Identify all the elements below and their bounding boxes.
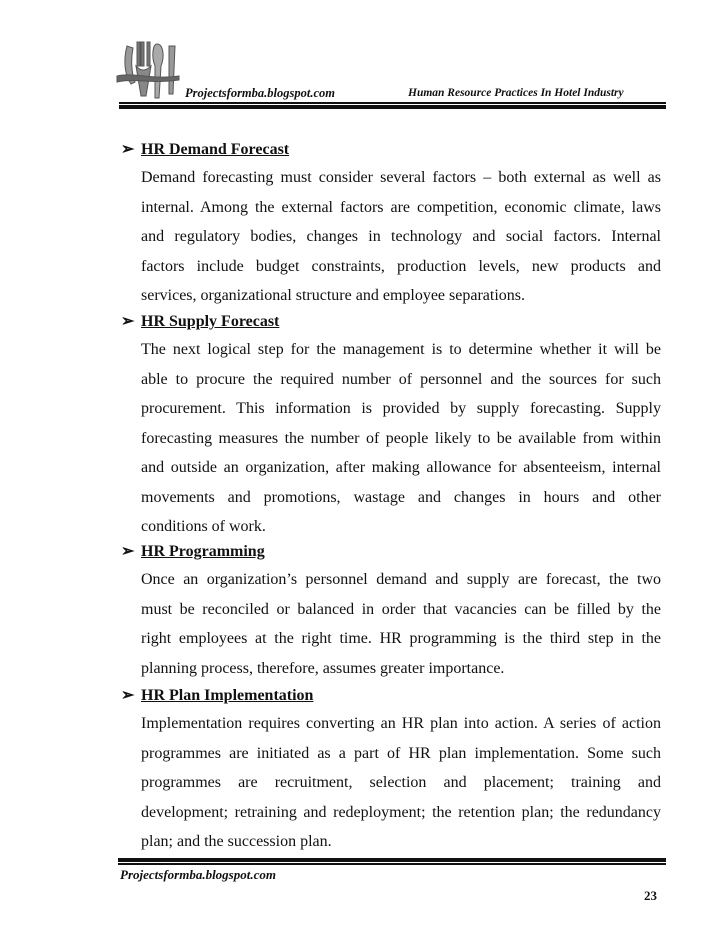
section-heading <box>121 543 265 561</box>
section-heading <box>121 141 289 159</box>
section-title: HR Plan Implementation <box>141 687 314 704</box>
section-title: HR Demand Forecast <box>141 141 290 158</box>
section-title: HR Programming <box>141 543 265 560</box>
section-paragraph <box>141 565 661 683</box>
text-line: able to procure the required number of personnel and the sources for such <box>141 370 661 388</box>
section-paragraph <box>141 709 661 857</box>
text-line: right employees at the right time. HR programming is the third step in the <box>141 630 661 647</box>
text-line: programmes are initiated as a part of HR plan implementation. Some such <box>141 744 661 762</box>
section-paragraph <box>141 335 661 542</box>
text-line: development; retraining and redeployment; the retention plan; the redundancy <box>141 803 661 821</box>
header-title: Human Resource Practices In Hotel Industry <box>408 87 624 99</box>
text-line: procurement. This information is provided by supply forecasting. Supply <box>141 400 661 417</box>
text-line: factors include budget constraints, production levels, new products and <box>141 257 661 275</box>
text-line: plan; and the succession plan. <box>141 833 332 850</box>
header-site: Projectsformba.blogspot.com <box>185 86 335 100</box>
text-line: programmes are recruitment, selection and placement; training and <box>141 774 661 791</box>
text-line: forecasting measures the number of people likely to be available from within <box>141 429 661 447</box>
section-paragraph <box>141 163 661 311</box>
text-line: conditions of work. <box>141 518 266 535</box>
section-title: HR Supply Forecast <box>141 313 280 330</box>
header-divider-thick <box>119 105 666 109</box>
footer-divider-thick <box>118 858 666 862</box>
cutlery-logo-icon <box>113 36 193 104</box>
text-line: planning process, therefore, assumes greater importance. <box>141 659 505 677</box>
section-heading <box>121 313 279 331</box>
arrow-bullet-icon: ➢ <box>121 687 135 704</box>
footer-site: Projectsformba.blogspot.com <box>120 867 276 882</box>
header-divider <box>119 102 666 104</box>
footer-divider <box>118 863 666 865</box>
text-line: and outside an organization, after making allowance for absenteeism, internal <box>141 459 661 476</box>
arrow-bullet-icon: ➢ <box>121 543 135 560</box>
text-line: Implementation requires converting an HR plan into action. A series of action <box>141 715 661 732</box>
page-number: 23 <box>644 888 657 903</box>
text-line: internal. Among the external factors are competition, economic climate, laws <box>141 198 661 216</box>
text-line: must be reconciled or balanced in order that vacancies can be filled by the <box>141 600 661 618</box>
text-line: The next logical step for the management is to determine whether it will be <box>141 341 661 358</box>
text-line: Once an organization’s personnel demand and supply are forecast, the two <box>141 571 661 588</box>
section-heading <box>121 687 313 705</box>
arrow-bullet-icon: ➢ <box>121 141 135 158</box>
arrow-bullet-icon: ➢ <box>121 313 135 330</box>
text-line: services, organizational structure and employee separations. <box>141 287 526 304</box>
text-line: and regulatory bodies, changes in technology and social factors. Internal <box>141 228 661 245</box>
text-line: Demand forecasting must consider several factors – both external as well as <box>141 169 661 186</box>
text-line: movements and promotions, wastage and changes in hours and other <box>141 488 661 506</box>
